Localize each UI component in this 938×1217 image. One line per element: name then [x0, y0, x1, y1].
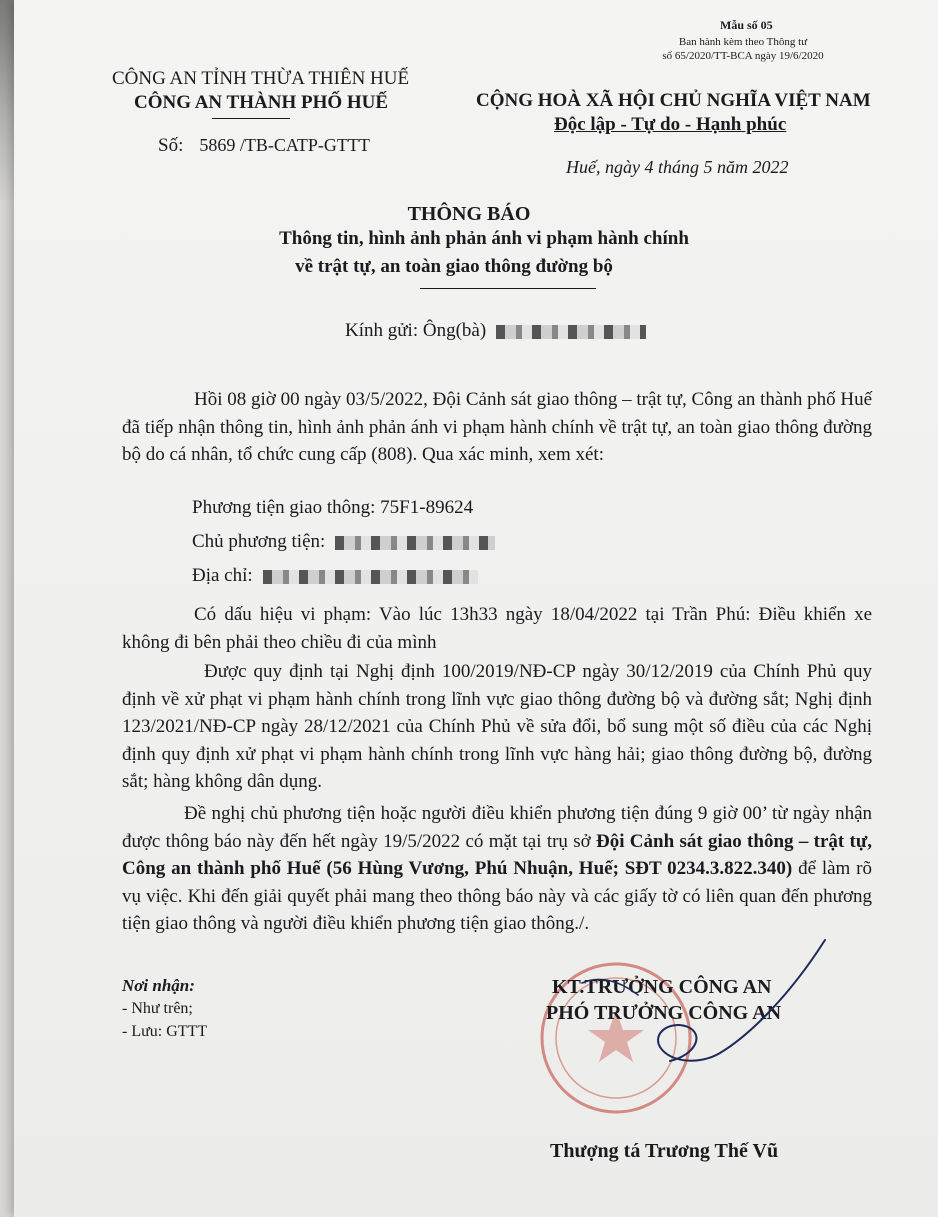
issued-with-note — [648, 35, 838, 63]
form-number: Mẫu số 05 — [720, 18, 773, 32]
document-subtitle-2: về trật tự, an toàn giao thông đường bộ — [295, 256, 613, 277]
national-motto: Độc lập - Tự do - Hạnh phúc — [554, 114, 787, 135]
paragraph-request — [122, 800, 872, 938]
paragraph-violation: Có dấu hiệu vi phạm: Vào lúc 13h33 ngày 18/04/2022 tại Trần Phú: Điều khiển xe không đi bên phải theo chiều đi của mình — [122, 604, 872, 653]
document-title: THÔNG BÁO — [407, 203, 531, 225]
signature-title-2: PHÓ TRƯỞNG CÔNG AN — [546, 1002, 782, 1024]
owner-label: Chủ phương tiện: — [192, 531, 326, 552]
recipients-label: Nơi nhận: — [122, 976, 195, 995]
org-name: CÔNG AN THÀNH PHỐ HUẾ — [134, 92, 389, 113]
issued-with-line2: số 65/2020/TT-BCA ngày 19/6/2020 — [662, 50, 824, 62]
issued-with-line1: Ban hành kèm theo Thông tư — [678, 36, 808, 48]
address-line — [192, 565, 478, 587]
signer-name: Thượng tá Trương Thế Vũ — [550, 1140, 779, 1162]
document-number — [158, 135, 370, 157]
document-number-label: Số: — [158, 135, 184, 156]
paragraph-intro: Hồi 08 giờ 00 ngày 03/5/2022, Đội Cảnh sát giao thông – trật tự, Công an thành phố Huế đã tiếp nhận thông tin, hình ảnh phản ánh vi phạm hành chính về trật tự, an toàn giao thông đường bộ do cá nhân, tổ chức cung cấp (808). Qua xác minh, xem xét: — [122, 389, 872, 465]
recipients-item: - Như trên; — [122, 1000, 193, 1017]
org-underline — [212, 118, 290, 119]
vehicle-line: Phương tiện giao thông: 75F1-89624 — [192, 497, 474, 518]
request-text-start: Đề nghị chủ phương tiện hoặc người điều khiển phương tiện đúng 9 giờ 00’ từ ngày nhận được thông báo này đến hết ngày 19/5/2022 có mặt tại trụ sở — [122, 803, 872, 852]
subtitle-underline — [420, 288, 596, 289]
request-text-end: để làm rõ vụ việc. Khi đến giải quyết phải mang theo thông báo này và các giấy tờ có liên quan đến phương tiện giao thông và người điều khiển phương tiện giao thông./. — [122, 858, 872, 934]
redacted-address — [263, 570, 478, 584]
place-date: Huế, ngày 4 tháng 5 năm 2022 — [566, 157, 789, 177]
owner-line — [192, 531, 495, 553]
document-number-value: 5869 /TB-CATP-GTTT — [199, 135, 370, 155]
redacted-owner — [335, 536, 495, 550]
recipient-line — [345, 320, 646, 342]
recipient-label: Kính gửi: Ông(bà) — [345, 320, 487, 341]
recipients-item: - Lưu: GTTT — [122, 1023, 208, 1040]
document-subtitle-1: Thông tin, hình ảnh phản ánh vi phạm hành chính — [279, 228, 689, 249]
redacted-name — [496, 325, 646, 339]
org-parent: CÔNG AN TỈNH THỪA THIÊN HUẾ — [112, 68, 410, 89]
address-label: Địa chỉ: — [192, 565, 253, 586]
request-office: Đội Cảnh sát giao thông – trật tự, Công an thành phố Huế (56 Hùng Vương, Phú Nhuận, Huế; SĐT 0234.3.822.340) — [122, 830, 872, 879]
signature-title-1: KT.TRƯỞNG CÔNG AN — [552, 976, 772, 998]
national-title: CỘNG HOÀ XÃ HỘI CHỦ NGHĨA VIỆT NAM — [476, 90, 871, 111]
paragraph-legal-basis: Được quy định tại Nghị định 100/2019/NĐ-CP ngày 30/12/2019 của Chính Phủ quy định về xử phạt vi phạm hành chính trong lĩnh vực giao thông đường bộ và đường sắt; Nghị định 123/2021/NĐ-CP ngày 28/12/2021 của Chính Phủ về sửa đổi, bổ sung một số điều của các Nghị định quy định xử phạt vi phạm hành chính trong lĩnh vực hàng hải; giao thông đường bộ, đường sắt; hàng không dân dụng. — [122, 661, 872, 792]
